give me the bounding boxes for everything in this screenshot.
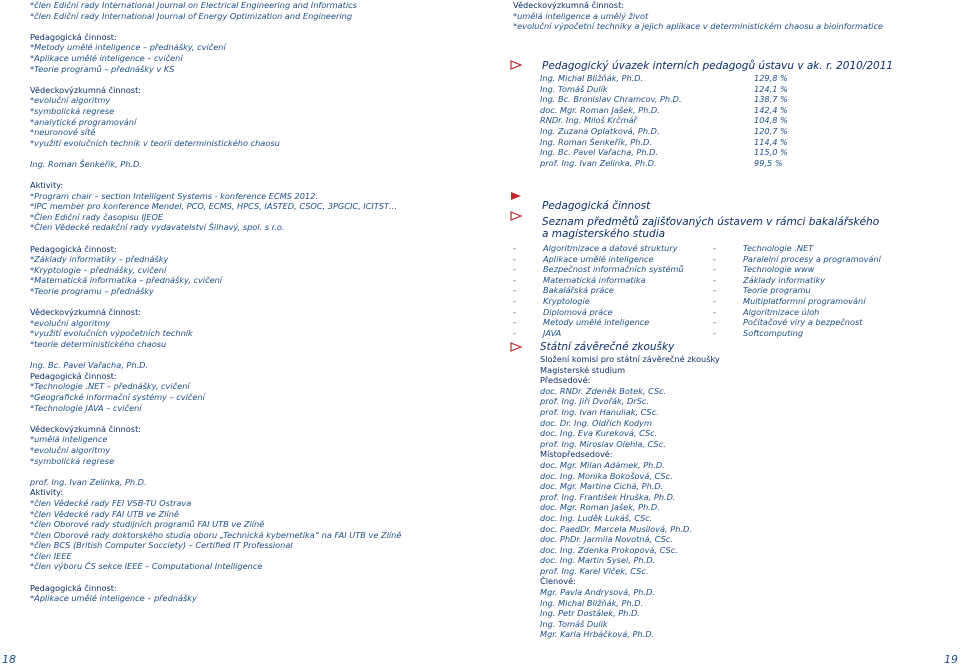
text-line: Ing. Roman Šenkeřík, Ph.D. (30, 158, 142, 169)
text-line: doc. Ing. Zdenka Prokopová, CSc. (540, 544, 678, 555)
subject-row (513, 285, 913, 296)
workload-percent: 120,7 % (754, 125, 788, 136)
text-line: *člen výboru ČS sekce IEEE – Computational Intelligence (30, 561, 263, 572)
text-line: doc. Mgr. Milan Adámek, Ph.D. (540, 459, 665, 470)
text-line: *Metody umělé inteligence – přednášky, cvičení (30, 42, 226, 53)
spacer (30, 572, 401, 583)
workload-row (540, 137, 814, 148)
teacher-name: doc. Mgr. Roman Jašek, Ph.D. (540, 104, 660, 115)
text-line: *Teorie programu – přednášky (30, 286, 154, 297)
dash: - (513, 253, 516, 264)
text-line: Ing. Michal Bližňák, Ph.D. (540, 597, 644, 608)
spacer (30, 233, 401, 244)
spacer (30, 170, 401, 181)
text-line: *symbolická regrese (30, 455, 115, 466)
text-line: *Aplikace umělé inteligence – přednášky (30, 593, 197, 604)
workload-table (540, 73, 814, 168)
text-line: doc. Ing. Monika Bokošová, CSc. (540, 470, 673, 481)
dash: - (513, 274, 516, 285)
text-line: Místopředsedové: (540, 449, 613, 460)
subject-name: Aplikace umělé inteligence (543, 253, 654, 264)
text-line: doc. PaedDr. Marcela Musilová, Ph.D. (540, 523, 692, 534)
dash: - (713, 317, 716, 328)
workload-row (540, 147, 814, 158)
text-line: *člen Ediční rady International Journal of Energy Optimization and Engineering (30, 10, 353, 21)
text-line: Vědeckovýzkumná činnost: (30, 307, 142, 318)
text-line: Vědeckovýzkumná činnost: (30, 84, 142, 95)
subject-name: Technologie .NET (743, 243, 814, 253)
subject-row (513, 275, 913, 286)
spacer (30, 350, 401, 361)
text-line: *Kryptologie – přednášky, cvičení (30, 264, 167, 275)
teacher-name: Ing. Roman Šenkeřík, Ph.D. (540, 136, 652, 147)
dash: - (513, 317, 516, 328)
spacer (30, 21, 401, 32)
subject-name: Počítačové viry a bezpečnost (743, 317, 863, 328)
dash: - (713, 327, 716, 338)
page-number-left: 18 (2, 653, 16, 666)
text-line: *Technologie JAVA – cvičení (30, 402, 142, 413)
workload-percent: 104,8 % (754, 115, 788, 126)
text-line: *Základy informatiky – přednášky (30, 254, 169, 265)
exam-committee (540, 354, 720, 640)
workload-percent: 142,4 % (754, 104, 788, 115)
subjects-heading-text: Seznam předmětů zajišťovaných ústavem v rámci bakalářského a magisterského studia (542, 216, 880, 240)
text-line: *IPC member pro konference Mendel, PCO, ECMS, HPCS, IASTED, CSOC, 3PGCIC, ICITST… (30, 201, 398, 212)
text-line: *Člen Ediční rady časopisu IJEOE (30, 211, 164, 222)
subject-name: Algoritmizace úloh (743, 306, 820, 317)
arrow-icon (510, 60, 522, 70)
text-line: prof. Ing. František Hruška, Ph.D. (540, 491, 676, 502)
subject-name: Multiplatformní programování (743, 295, 866, 306)
text-line: Pedagogická činnost: (30, 370, 117, 381)
subjects-heading (542, 216, 882, 240)
dash: - (713, 295, 716, 306)
text-line: Předsedové: (540, 375, 591, 386)
workload-row (540, 105, 814, 116)
subject-row (513, 328, 913, 339)
dash: - (513, 327, 516, 338)
dash: - (713, 253, 716, 264)
text-line: *evoluční algoritmy (30, 317, 111, 328)
text-line: Vědeckovýzkumná činnost: (30, 423, 142, 434)
subjects-list (513, 243, 913, 338)
text-line: prof. Ing. Miroslav Olehla, CSc. (540, 438, 666, 449)
text-line: doc. Dr. Ing. Oldřich Kodym (540, 417, 652, 428)
spacer (30, 74, 401, 85)
arrow-icon (510, 211, 522, 221)
text-line: prof. Ing. Ivan Zelinka, Ph.D. (30, 476, 147, 487)
workload-row (540, 115, 814, 126)
pedagogy-heading: Pedagogická činnost (542, 200, 651, 212)
text-line: Ing. Tomáš Dulík (540, 618, 608, 629)
teacher-name: Ing. Bc. Pavel Vařacha, Ph.D. (540, 147, 659, 158)
subject-name: Bakalářská práce (543, 285, 614, 296)
workload-row (540, 94, 814, 105)
page-number-right: 19 (944, 653, 958, 666)
teacher-name: prof. Ing. Ivan Zelinka, Ph.D. (540, 157, 657, 168)
text-line: doc. Ing. Martin Sysel, Ph.D. (540, 555, 656, 566)
text-line: doc. Ing. Eva Kureková, CSc. (540, 428, 658, 439)
workload-row (540, 73, 814, 84)
teacher-name: Ing. Michal Bližňák, Ph.D. (540, 73, 644, 83)
teacher-name: RNDr. Ing. Miloš Krčmář (540, 115, 638, 126)
text-line: *člen Oborové rady doktorského studia oboru „Technická kybernetika“ na FAI UTB ve Zlíně (30, 529, 402, 540)
text-line: Vědeckovýzkumná činnost: (513, 0, 625, 10)
dash: - (713, 264, 716, 275)
subject-name: Teorie programu (743, 285, 811, 296)
text-line: Aktivity: (30, 487, 64, 498)
dash: - (513, 295, 516, 306)
teacher-name: Ing. Bc. Bronislav Chramcov, Ph.D. (540, 94, 682, 105)
text-line: Mgr. Pavla Andrysová, Ph.D. (540, 587, 655, 598)
text-line: *člen Oborové rady studijních programů FAI UTB ve Zlíně (30, 519, 265, 530)
workload-percent: 124,1 % (754, 83, 788, 94)
text-line: *umělá inteligence a umělý život (513, 10, 649, 21)
text-line: Mgr. Karla Hrbáčková, Ph.D. (540, 629, 655, 640)
text-line: Složení komisí pro státní závěrečné zkoušky (540, 354, 720, 364)
text-line: *člen Ediční rady International Journal on Electrical Engineering and Informatics (30, 0, 357, 10)
subject-name: Matematická informatika (543, 274, 646, 285)
exam-heading: Státní závěrečné zkoušky (540, 341, 675, 353)
right-page (480, 0, 960, 672)
workload-row (540, 84, 814, 95)
workload-heading: Pedagogický úvazek interních pedagogů ústavu v ak. r. 2010/2011 (542, 60, 894, 72)
dash: - (713, 274, 716, 285)
spacer (30, 413, 401, 424)
text-line: doc. Mgr. Roman Jašek, Ph.D. (540, 502, 660, 513)
text-line: *Geografické informační systémy – cvičení (30, 391, 205, 402)
subject-name: Kryptologie (543, 295, 590, 306)
subject-row (513, 317, 913, 328)
subject-name: Základy informatiky (743, 274, 826, 285)
text-line: *evoluční algoritmy (30, 444, 111, 455)
text-line: Ing. Bc. Pavel Vařacha, Ph.D. (30, 360, 149, 371)
dash: - (513, 243, 516, 253)
text-line: Aktivity: (30, 180, 64, 191)
subject-name: JAVA (543, 327, 562, 338)
workload-percent: 129,8 % (754, 73, 788, 83)
text-line: *Technologie .NET – přednášky, cvičení (30, 381, 190, 392)
text-line: *Teorie programů – přednášky v KS (30, 63, 175, 74)
subject-name: Algoritmizace a datové struktury (543, 243, 678, 253)
subject-name: Diplomová práce (543, 306, 613, 317)
subject-name: Bezpečnost informačních systémů (543, 264, 684, 275)
workload-percent: 138,7 % (754, 94, 788, 105)
arrow-icon (510, 342, 522, 352)
text-line: *neuronové sítě (30, 127, 96, 138)
left-page-content (30, 0, 401, 604)
subject-row (513, 264, 913, 275)
workload-percent: 99,5 % (754, 157, 783, 168)
text-line: *člen IEEE (30, 550, 72, 561)
teacher-name: Ing. Tomáš Dulík (540, 83, 608, 94)
text-line: Pedagogická činnost: (30, 582, 117, 593)
text-line: prof. Ing. Ivan Hanuliak, CSc. (540, 406, 659, 417)
text-line: *evoluční algoritmy (30, 95, 111, 106)
subject-name: Metody umělé inteligence (543, 317, 650, 328)
dash: - (513, 285, 516, 296)
text-line: *evoluční výpočetní techniky a jejich aplikace v deterministickém chaosu a bioinformatice (513, 21, 883, 32)
subject-row (513, 307, 913, 318)
text-line: Magisterské studium (540, 364, 626, 375)
subject-row (513, 243, 913, 254)
text-line: Ing. Petr Dostálek, Ph.D. (540, 608, 640, 619)
workload-row (540, 158, 814, 169)
text-line: *člen BCS (British Computer Socciety) – Certified IT Professional (30, 540, 293, 551)
subject-name: Technologie www (743, 264, 815, 275)
text-line: doc. Ing. Luděk Lukáš, CSc. (540, 512, 653, 523)
text-line: *využití evolučních výpočetních technik (30, 328, 193, 339)
text-line: doc. PhDr. Jarmila Novotná, CSc. (540, 534, 673, 545)
dash: - (513, 264, 516, 275)
workload-percent: 114,4 % (754, 136, 788, 147)
workload-row (540, 126, 814, 137)
spacer (30, 148, 401, 159)
text-line: *využití evolučních technik v teorii deterministického chaosu (30, 137, 280, 148)
subject-name: Paralelní procesy a programování (743, 253, 881, 264)
text-line: prof. Ing. Karel Vlček, CSc. (540, 565, 649, 576)
text-line: *analytické programování (30, 116, 137, 127)
text-line: *Program chair – section Intelligent Systems - konference ECMS 2012. (30, 190, 318, 201)
arrow-filled-icon (510, 191, 522, 201)
text-line: Členové: (540, 576, 576, 587)
workload-percent: 115,0 % (754, 147, 788, 158)
text-line: *člen Vědecké rady FAI UTB ve Zlíně (30, 508, 179, 519)
teacher-name: Ing. Zuzana Oplatková, Ph.D. (540, 125, 660, 136)
dash: - (513, 306, 516, 317)
spacer (30, 297, 401, 308)
text-line: *Člen Vědecké redakční rady vydavatelství Šilhavý, spol. s r.o. (30, 222, 285, 233)
dash: - (713, 243, 716, 253)
text-line: *umělá inteligence (30, 434, 108, 445)
text-line: *Aplikace umělé inteligence – cvičení (30, 52, 183, 63)
text-line: *Matematická informatika – přednášky, cvičení (30, 275, 223, 286)
text-line: *teorie deterministického chaosu (30, 339, 167, 349)
subject-row (513, 254, 913, 265)
subject-row (513, 296, 913, 307)
research-block (513, 0, 883, 32)
text-line: doc. Mgr. Martina Cichá, Ph.D. (540, 481, 664, 492)
text-line: doc. RNDr. Zdeněk Botek, CSc. (540, 385, 667, 396)
text-line: Pedagogická činnost: (30, 31, 117, 42)
dash: - (713, 306, 716, 317)
text-line: Pedagogická činnost: (30, 243, 117, 254)
spacer (30, 466, 401, 477)
text-line: prof. Ing. Jiří Dvořák, DrSc. (540, 396, 649, 407)
dash: - (713, 285, 716, 296)
subject-name: Softcomputing (743, 327, 804, 338)
text-line: *symbolická regrese (30, 105, 115, 116)
text-line: *člen Vědecké rady FEI VSB-TU Ostrava (30, 497, 192, 508)
